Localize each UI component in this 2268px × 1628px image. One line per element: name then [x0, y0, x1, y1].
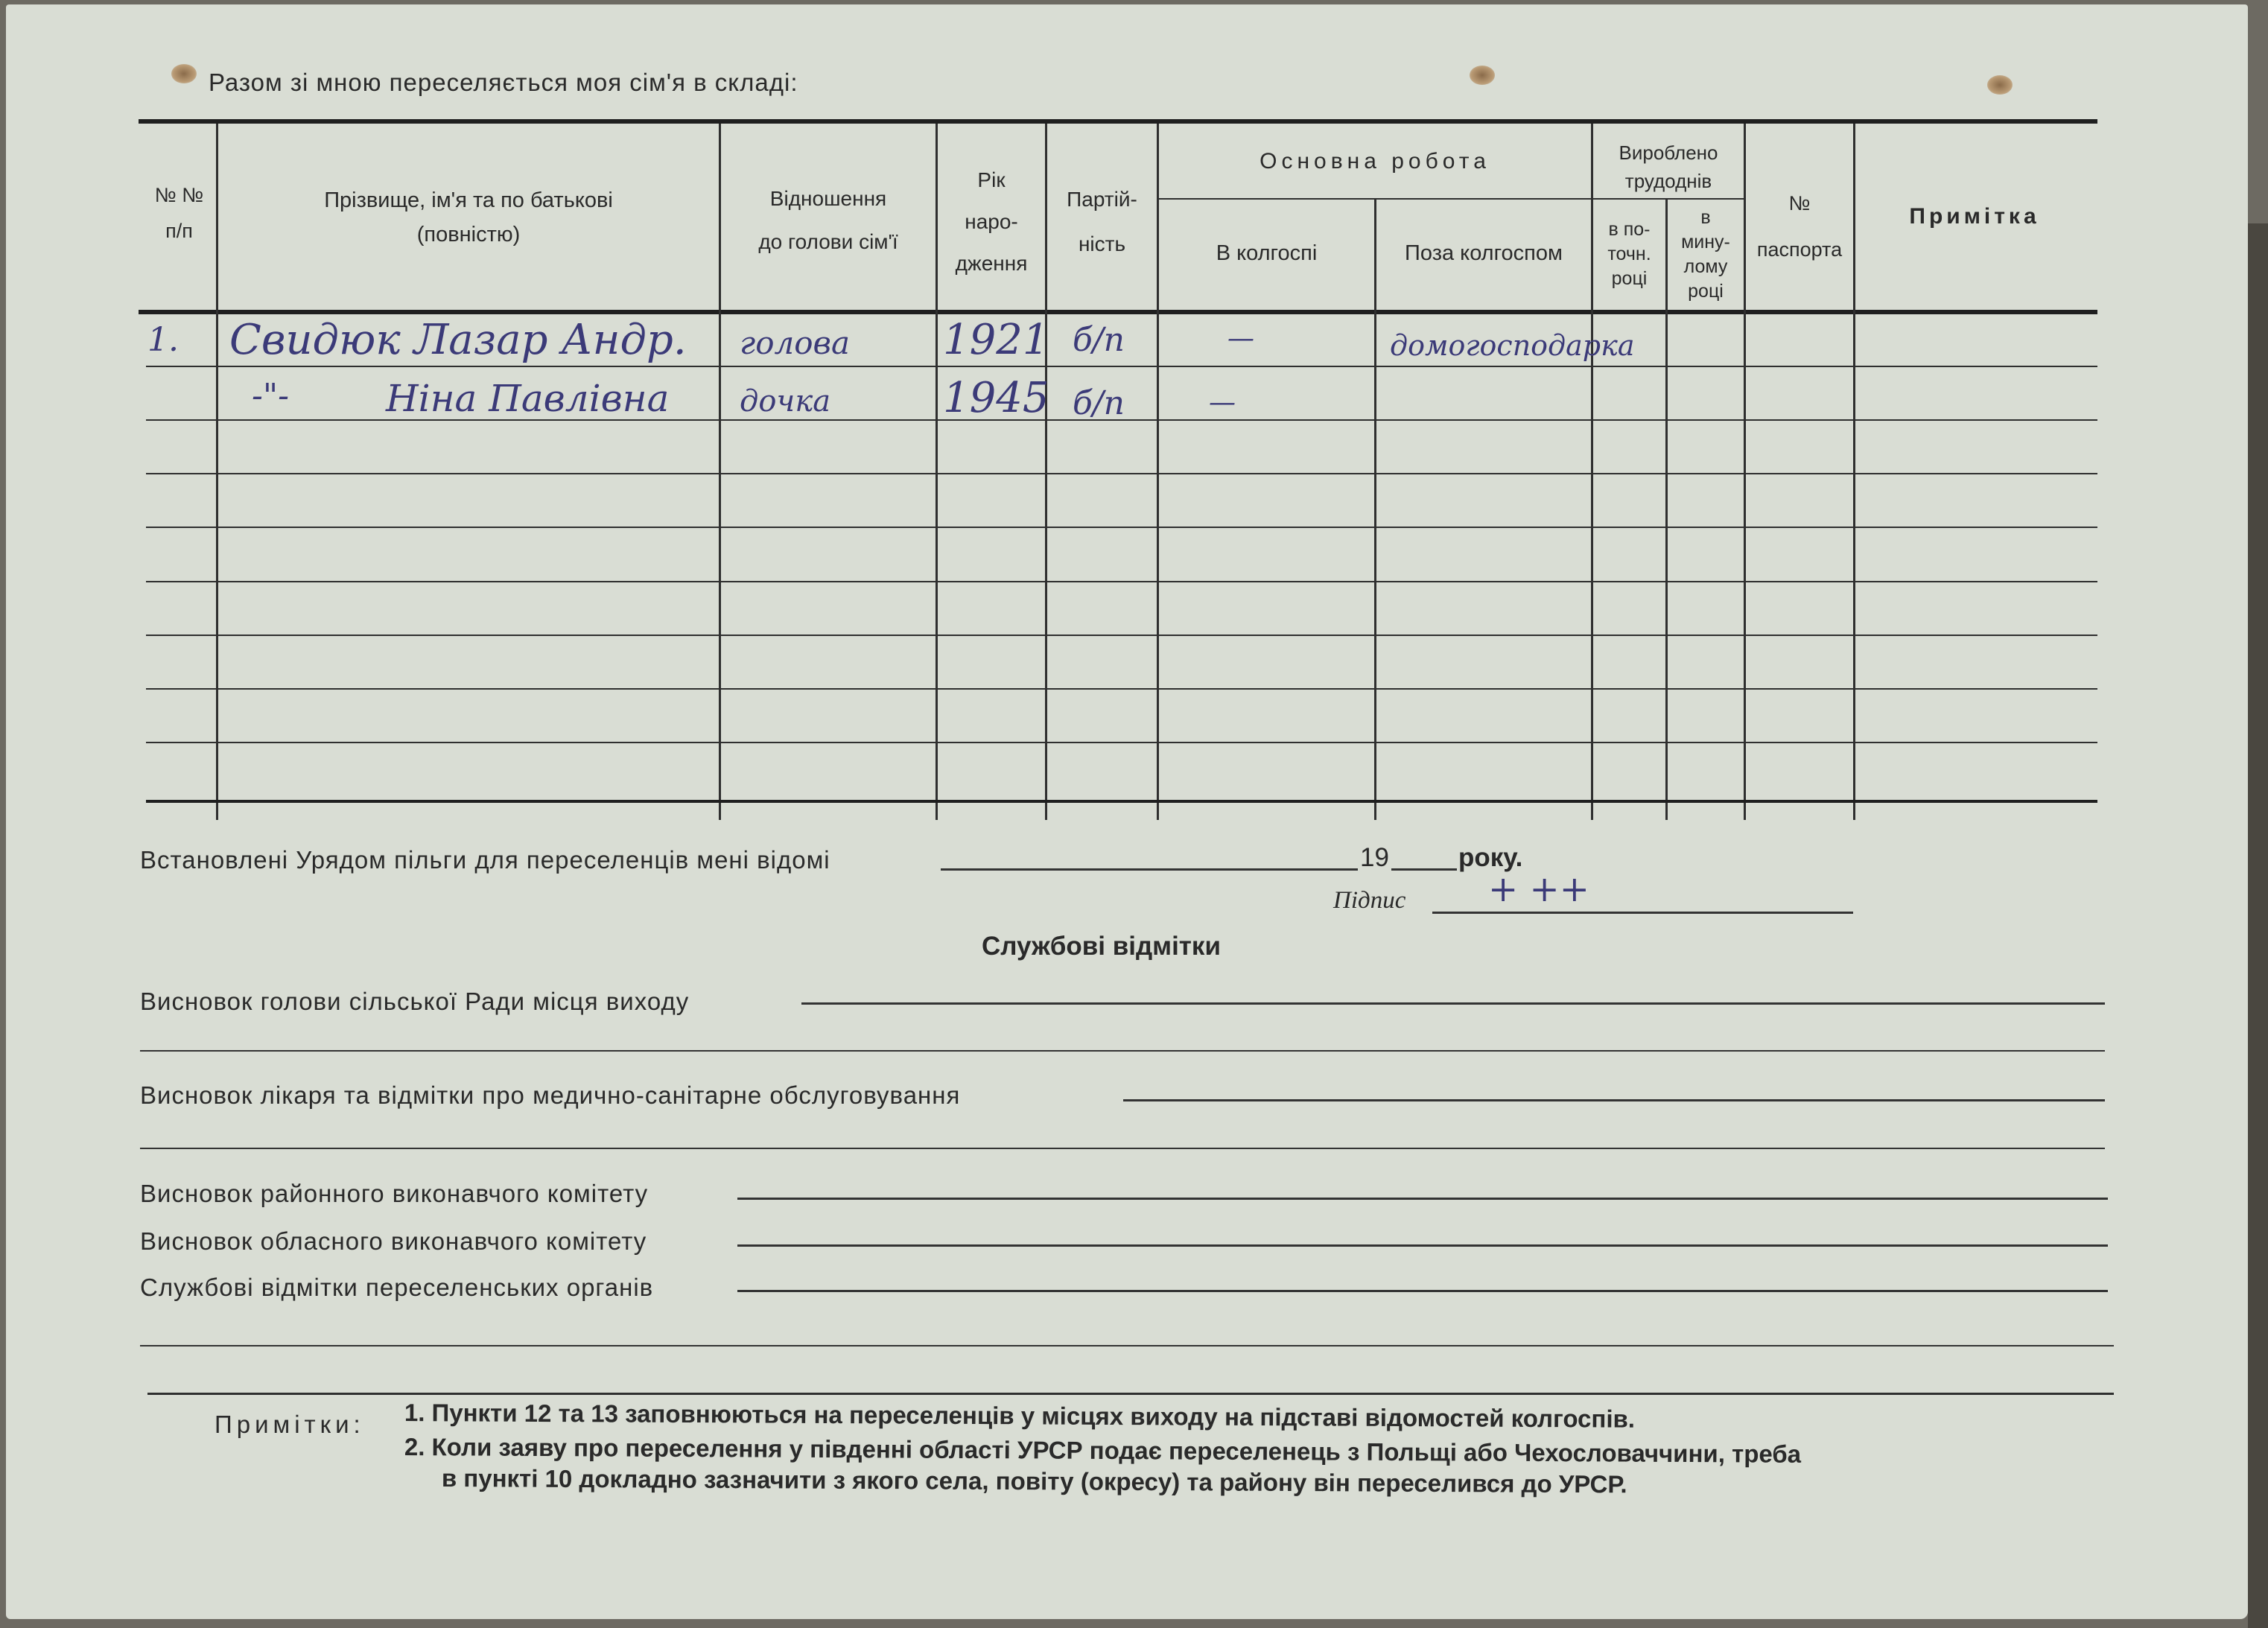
row-party: б/п: [1073, 321, 1125, 359]
punch-hole: [1987, 75, 2013, 95]
row-line: [146, 473, 2097, 474]
notes-label: Примітки:: [215, 1411, 365, 1438]
header-relation: Відношення до голови сім'ї: [758, 187, 898, 253]
table-top-line: [139, 119, 2097, 124]
fill-line: [737, 1290, 2108, 1292]
official-title: Службові відмітки: [982, 932, 1221, 961]
fill-line: [140, 1345, 2114, 1346]
header-num: № № п/п: [154, 184, 204, 242]
table-header-line: [139, 310, 2097, 314]
group-divider: [1157, 198, 1591, 200]
header-party: Партій- ність: [1067, 188, 1137, 255]
header-note: Примітка: [1909, 204, 2040, 229]
fill-line: [140, 1050, 2105, 1052]
fill-line: [1123, 1099, 2105, 1101]
signature-line: [1432, 912, 1853, 914]
official-line-district: Висновок районного виконавчого комітету: [140, 1180, 649, 1207]
fill-line: [140, 1148, 2105, 1149]
row-out-kolgosp: домогосподарка: [1390, 329, 1635, 362]
official-line-resettlement: Службові відмітки переселенських органів: [140, 1274, 654, 1301]
binder-edge: [2248, 223, 2268, 1628]
header-current-year: в по- точн. році: [1607, 219, 1651, 289]
row-party: б/п: [1073, 384, 1125, 422]
note-item: 2. Коли заяву про переселення у південні області УРСР подає переселенець з Польщі або Чехословаччини, треба: [404, 1433, 1802, 1468]
year-suffix: року.: [1458, 843, 1523, 872]
row-relation: дочка: [740, 384, 831, 419]
row-in-kolgosp: —: [1209, 387, 1236, 418]
row-num: -"-: [252, 377, 289, 415]
row-year: 1945: [943, 374, 1049, 422]
fill-line: [941, 868, 1358, 871]
header-workdays: Вироблено трудоднів: [1619, 142, 1718, 192]
header-last-year: в мину- лому році: [1681, 207, 1730, 302]
header-passport: № паспорта: [1756, 192, 1843, 261]
row-line: [146, 635, 2097, 636]
row-line: [146, 527, 2097, 528]
note-item: в пункті 10 докладно зазначити з якого села, повіту (окресу) та району він переселився до УРСР.: [441, 1464, 1627, 1498]
fill-line: [801, 1002, 2105, 1005]
notes-top-line: [147, 1393, 2114, 1395]
row-line: [146, 581, 2097, 582]
row-line: [146, 688, 2097, 690]
header-in-kolgosp: В колгоспі: [1216, 241, 1318, 265]
row-line: [146, 742, 2097, 743]
row-year: 1921: [943, 316, 1049, 364]
document-page: [6, 4, 2248, 1619]
group-divider: [1591, 198, 1744, 200]
punch-hole: [171, 64, 197, 83]
header-out-kolgosp: Поза колгоспом: [1405, 241, 1563, 265]
row-name: Ніна Павлівна: [386, 377, 670, 420]
note-item: 1. Пункти 12 та 13 заповнюються на переселенців у місцях виходу на підставі відомостей колгоспів.: [404, 1399, 1636, 1433]
intro-text: Разом зі мною переселяється моя сім'я в складі:: [209, 69, 798, 96]
row-line: [146, 366, 2097, 367]
row-num: 1.: [147, 321, 179, 359]
header-main-work: Основна робота: [1260, 149, 1490, 174]
signature-label: Підпис: [1333, 887, 1406, 914]
row-line: [146, 800, 2097, 803]
col-divider: [1157, 124, 1159, 820]
row-name: Свидюк Лазар Андр.: [229, 316, 687, 364]
punch-hole: [1470, 66, 1495, 85]
row-relation: голова: [740, 325, 851, 361]
benefits-label: Встановлені Урядом пільги для переселенців мені відомі: [140, 846, 830, 874]
fill-line: [1391, 868, 1457, 871]
signature-mark: + ++: [1488, 868, 1589, 910]
official-line-region: Висновок обласного виконавчого комітету: [140, 1227, 647, 1255]
official-line-doctor: Висновок лікаря та відмітки про медично-санітарне обслуговування: [140, 1081, 961, 1109]
fill-line: [737, 1198, 2108, 1200]
year-prefix: 19: [1360, 843, 1389, 872]
header-year: Рік наро- дження: [955, 168, 1028, 275]
fill-line: [737, 1244, 2108, 1247]
row-in-kolgosp: —: [1227, 323, 1254, 354]
official-line-village-council: Висновок голови сільської Ради місця виходу: [140, 988, 690, 1015]
col-divider: [1374, 200, 1376, 820]
header-name: Прізвище, ім'я та по батькові (повністю): [324, 188, 613, 247]
